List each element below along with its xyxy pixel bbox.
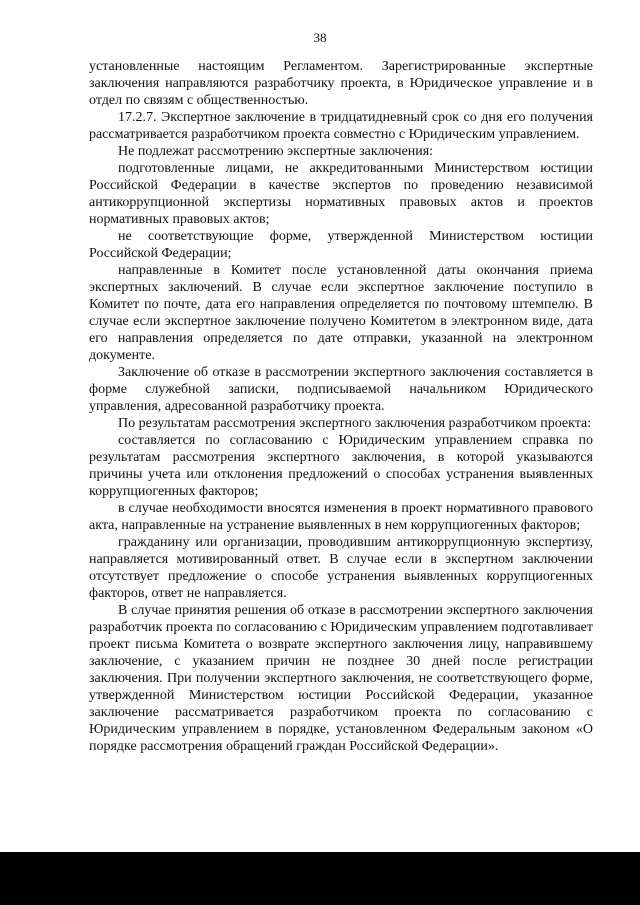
scan-bottom-border: [0, 852, 640, 905]
paragraph-6: направленные в Комитет после установленной даты окончания приема экспертных заключений. В случае если экспертное заключение поступило в Комитет по почте, дата его направления определяется по почтовому штемпелю. В случае если экспертное заключение получено Комитетом в электронном виде, дата его направления определяется по дате отправки, указанной на электронном документе.: [89, 263, 593, 363]
paragraph-1: установленные настоящим Регламентом. Зарегистрированные экспертные заключения направляются разработчику проекта, в Юридическое управление и в отдел по связям с общественностью.: [89, 59, 593, 108]
paragraph-2: 17.2.7. Экспертное заключение в тридцатидневный срок со дня его получения рассматривается разработчиком проекта совместно с Юридическим управлением.: [89, 110, 593, 142]
paragraph-12: В случае принятия решения об отказе в рассмотрении экспертного заключения разработчик проекта по согласованию с Юридическим управлением подготавливает проект письма Комитета о возврате экспертного заключения лицу, направившему заключение, с указанием причин не позднее 30 дней после регистрации заключения. При получении экспертного заключения, не соответствующего форме, утвержденной Министерством юстиции Российской Федерации, указанное заключение рассматривается разработчиком проекта по согласованию с Юридическим управлением в порядке, установленном Федеральным законом «О порядке рассмотрения обращений граждан Российской Федерации».: [89, 603, 593, 754]
paragraph-3: Не подлежат рассмотрению экспертные заключения:: [118, 144, 434, 159]
paragraph-7: Заключение об отказе в рассмотрении экспертного заключения составляется в форме служебной записки, подписываемой начальником Юридического управления, адресованной разработчику проекта.: [89, 365, 593, 414]
paragraph-5: не соответствующие форме, утвержденной Министерством юстиции Российской Федерации;: [89, 229, 593, 261]
page-number: 38: [313, 30, 327, 45]
document-body: [89, 58, 593, 755]
paragraph-4: подготовленные лицами, не аккредитованными Министерством юстиции Российской Федерации в качестве экспертов по проведению независимой антикоррупционной экспертизы нормативных правовых актов и проектов нормативных правовых актов;: [89, 161, 593, 227]
paragraph-8: По результатам рассмотрения экспертного заключения разработчиком проекта:: [118, 416, 592, 431]
paragraph-11: гражданину или организации, проводившим антикоррупционную экспертизу, направляется мотивированный ответ. В случае если в экспертном заключении отсутствует предложение о способе устранения выявленных коррупциогенных факторов, ответ не направляется.: [89, 535, 593, 601]
paragraph-9: составляется по согласованию с Юридическим управлением справка по результатам рассмотрения экспертного заключения, в которой указываются причины учета или отклонения предложений о способах устранения выявленных коррупциогенных факторов;: [89, 433, 593, 499]
paragraph-10: в случае необходимости вносятся изменения в проект нормативного правового акта, направленные на устранение выявленных в нем коррупциогенных факторов;: [89, 501, 593, 533]
